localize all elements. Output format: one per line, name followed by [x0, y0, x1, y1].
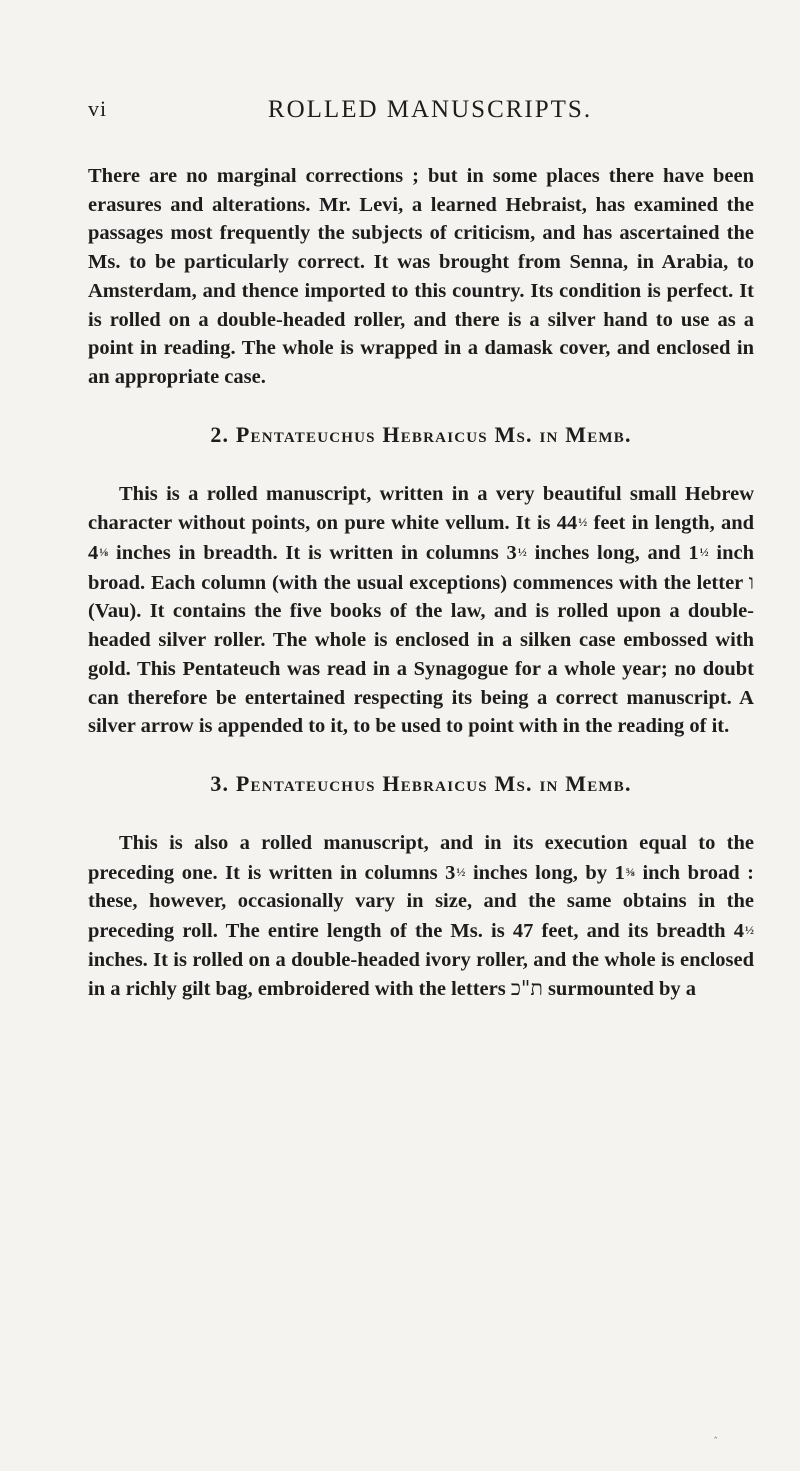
fraction: ⅛ — [99, 545, 109, 560]
page — [88, 40, 758, 80]
fraction: ½ — [745, 923, 754, 938]
hebrew-letters: ת"כ — [510, 976, 543, 1001]
body-text — [88, 162, 754, 1004]
printer-mark: ‸ — [714, 1428, 718, 1439]
fraction: ½ — [456, 864, 466, 879]
section-2-heading: 2. Pentateuchus Hebraicus Ms. in Memb. — [210, 421, 632, 447]
section-3-heading: 3. Pentateuchus Hebraicus Ms. in Memb. — [210, 770, 632, 796]
section-3-paragraph: This is also a rolled manuscript, and in its execution equal to the preceding one. It is written in columns 3½ inches long, by 1⅝ inch broad : these, however, occasionally vary in size, and the same obtains in the preceding roll. The entire length of the Ms. is 47 feet, and its breadth 4½ inches. It is rolled on a double-headed ivory roller, and the whole is enclosed in a richly gilt bag, embroidered with the letters ת"כ surmounted by a — [88, 831, 754, 1001]
hebrew-letter-vau: ו — [748, 569, 754, 594]
page-number: vi — [88, 96, 108, 121]
fraction: ½ — [578, 515, 588, 530]
fraction: ½ — [517, 545, 527, 560]
running-head — [88, 40, 758, 80]
fraction: ½ — [699, 545, 709, 560]
paragraph-1: There are no marginal corrections ; but in some places there have been erasures and alterations. Mr. Levi, a learned Hebraist, has examined the passages most frequently the subjects of criticism, and has ascertained the Ms. to be particularly correct. It was brought from Senna, in Arabia, to Amsterdam, and thence imported to this country. Its condition is perfect. It is rolled on a double-headed roller, and there is a silver hand to use as a point in reading. The whole is wrapped in a damask cover, and enclosed in an appropriate case. — [88, 165, 754, 388]
running-title: ROLLED MANUSCRIPTS. — [267, 96, 593, 123]
section-2-paragraph: This is a rolled manuscript, written in a very beautiful small Hebrew character without points, on pure white vellum. It is 44½ feet in length, and 4⅛ inches in breadth. It is written in columns 3½ inches long, and 1½ inch broad. Each column (with the usual exceptions) commences with the letter ו (Vau). It contains the five books of the law, and is rolled upon a double-headed silver roller. The whole is enclosed in a silken case embossed with gold. This Pentateuch was read in a Synagogue for a whole year; no doubt can therefore be entertained respecting its being a correct manuscript. A silver arrow is appended to it, to be used to point with in the reading of it. — [88, 482, 754, 738]
fraction: ⅝ — [625, 864, 635, 879]
